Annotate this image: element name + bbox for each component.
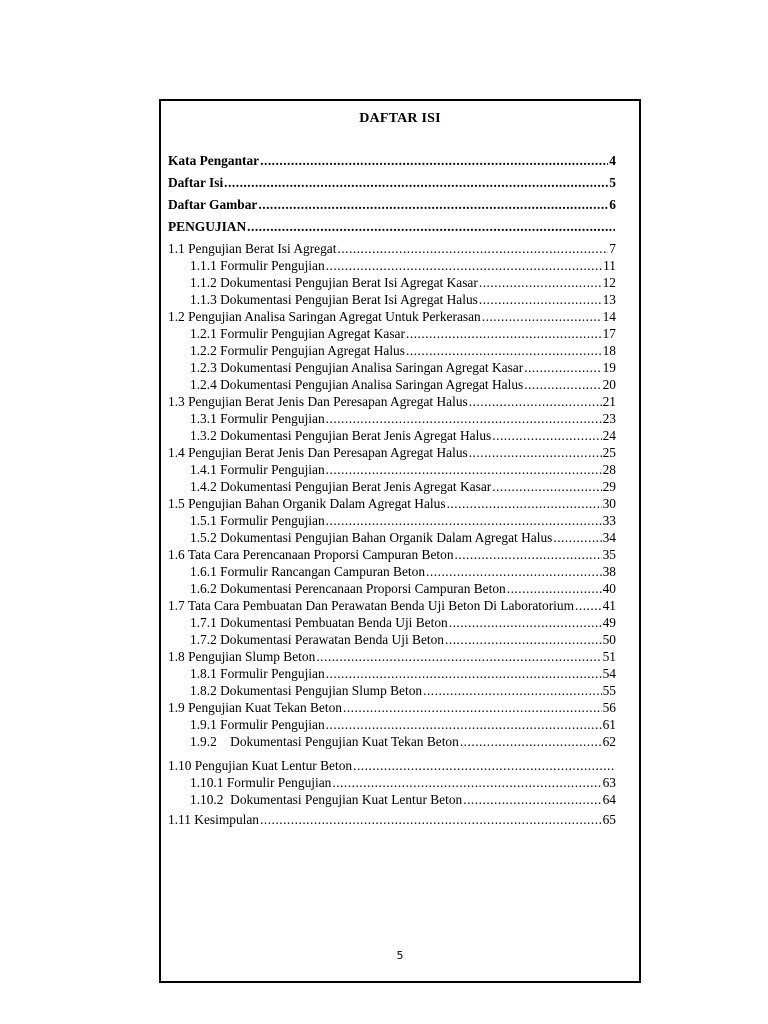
dot-leader [445,631,602,648]
page-frame [159,99,641,983]
toc-entry-label: 1.11 Kesimpulan [168,812,259,827]
toc-entry-page: 28 [602,462,616,477]
dot-leader [406,325,602,342]
toc-entry [168,546,616,563]
toc-entry-page: 25 [602,445,616,460]
toc-entry-label: 1.8 Pengujian Slump Beton [168,649,316,664]
toc-entry [168,757,616,774]
toc-entry-label: 1.6 Tata Cara Perencanaan Proporsi Campuran Beton [168,547,454,562]
toc-entry [168,791,616,808]
toc-entry [168,699,616,716]
toc-entry-label: 1.8.1 Formulir Pengujian [190,666,325,681]
toc-entry-label: 1.5 Pengujian Bahan Organik Dalam Agregat Halus [168,496,446,511]
toc-title: DAFTAR ISI [359,111,441,126]
dot-leader [247,218,615,235]
toc-entry-page: 33 [602,513,616,528]
dot-leader [553,529,601,546]
toc-entry-label: PENGUJIAN [168,219,247,234]
toc-entry-page: 13 [602,292,616,307]
toc-entry-page: 40 [602,581,616,596]
dot-leader [426,563,602,580]
toc-entry-label: 1.7.1 Dokumentasi Pembuatan Benda Uji Beton [190,615,448,630]
toc-entry [168,733,616,750]
toc-entry-page: 19 [602,360,616,375]
toc-entry [168,563,616,580]
toc-entry [168,716,616,733]
toc-entry-label: 1.5.1 Formulir Pengujian [190,513,325,528]
toc-entry-page: 23 [602,411,616,426]
dot-leader [343,699,602,716]
toc-entry [168,461,616,478]
toc-entry-page: 61 [602,717,616,732]
dot-leader [423,682,602,699]
toc-entry [168,393,616,410]
toc-entry [168,308,616,325]
toc-entry-label: 1.1 Pengujian Berat Isi Agregat [168,241,337,256]
toc-entry-page: 21 [602,394,616,409]
toc-entry [168,359,616,376]
toc-entry-label: 1.10.2 Dokumentasi Pengujian Kuat Lentur Beton [190,792,463,807]
dot-leader [406,342,602,359]
toc-entry-page: 51 [602,649,616,664]
toc-entry [168,257,616,274]
toc-entry-page: 17 [602,326,616,341]
toc-entry [168,376,616,393]
toc-entry [168,291,616,308]
toc-entry-label: 1.1.1 Formulir Pengujian [190,258,325,273]
toc-entry-label: 1.6.1 Formulir Rancangan Campuran Beton [190,564,426,579]
toc-entry-label: Daftar Gambar [168,197,258,212]
toc-entry-label: 1.2.3 Dokumentasi Pengujian Analisa Saringan Agregat Kasar [190,360,524,375]
toc-entry [168,529,616,546]
dot-leader [460,733,602,750]
dot-leader [507,580,602,597]
toc-entry-page: 11 [603,258,616,273]
dot-leader [469,393,602,410]
toc-entry-label: 1.2.2 Formulir Pengujian Agregat Halus [190,343,405,358]
dot-leader [326,512,602,529]
toc-entry-label: 1.3.1 Formulir Pengujian [190,411,325,426]
toc-entry-page: 29 [602,479,616,494]
toc-entry [168,444,616,461]
dot-leader [326,461,602,478]
toc-entry-label: 1.2 Pengujian Analisa Saringan Agregat Untuk Perkerasan [168,309,481,324]
toc-entry-label: 1.1.3 Dokumentasi Pengujian Berat Isi Agregat Halus [190,292,478,307]
dot-leader [353,757,615,774]
toc-entry [168,342,616,359]
toc-entry [168,597,616,614]
toc-entry-page: 55 [602,683,616,698]
toc-entry [168,325,616,342]
dot-leader [463,791,601,808]
dot-leader [449,614,602,631]
dot-leader [479,274,602,291]
toc-entry-label: 1.7.2 Dokumentasi Perawatan Benda Uji Beton [190,632,444,647]
toc-entry-label: 1.6.2 Dokumentasi Perencanaan Proporsi Campuran Beton [190,581,506,596]
toc-entry-page: 41 [602,598,616,613]
dot-leader [332,774,601,791]
dot-leader [326,257,602,274]
dot-leader [575,597,602,614]
dot-leader [224,174,608,191]
toc-entry-label: 1.4 Pengujian Berat Jenis Dan Peresapan Agregat Halus [168,445,468,460]
toc-entry [168,274,616,291]
toc-entry-label: 1.9 Pengujian Kuat Tekan Beton [168,700,342,715]
toc-entry [168,427,616,444]
toc-entry-label: 1.5.2 Dokumentasi Pengujian Bahan Organik Dalam Agregat Halus [190,530,553,545]
toc-entry-label: 1.9.1 Formulir Pengujian [190,717,325,732]
toc-entry [168,774,616,791]
dot-leader [524,359,601,376]
dot-leader [492,478,601,495]
dot-leader [524,376,601,393]
dot-leader [479,291,602,308]
toc-entry-label: 1.2.1 Formulir Pengujian Agregat Kasar [190,326,405,341]
toc-entry-page: 50 [602,632,616,647]
toc-entry-label: 1.9.2 Dokumentasi Pengujian Kuat Tekan Beton [190,734,459,749]
page-number: 5 [396,949,404,962]
dot-leader [337,240,608,257]
toc-entry [168,218,616,235]
toc-entry-page: 20 [602,377,616,392]
toc-entry [168,410,616,427]
toc-entry [168,495,616,512]
dot-leader [469,444,602,461]
toc-entry-label: 1.10 Pengujian Kuat Lentur Beton [168,758,353,773]
dot-leader [258,196,608,213]
toc-entry-page: 12 [602,275,616,290]
dot-leader [326,410,602,427]
toc-entry-page: 62 [602,734,616,749]
toc-entry [168,240,616,257]
toc-entry-page: 63 [602,775,616,790]
toc-entry-page: 5 [609,175,616,190]
dot-leader [482,308,602,325]
dot-leader [447,495,602,512]
toc-entry [168,512,616,529]
toc-entry-page: 38 [602,564,616,579]
toc-entry-page: 35 [602,547,616,562]
dot-leader [316,648,601,665]
toc-entry-label: Daftar Isi [168,175,224,190]
toc-entry-page: 34 [602,530,616,545]
toc-entry-page: 54 [602,666,616,681]
toc-entry [168,580,616,597]
toc-entry [168,614,616,631]
toc-entry [168,152,616,169]
toc-entry-page: 4 [609,153,616,168]
dot-leader [260,152,608,169]
toc-entry [168,648,616,665]
toc-entry-page: 6 [609,197,616,212]
toc-entry-label: 1.4.2 Dokumentasi Pengujian Berat Jenis Agregat Kasar [190,479,492,494]
dot-leader [326,665,602,682]
toc-entry [168,682,616,699]
toc-entry-page: 49 [602,615,616,630]
toc-entry-label: 1.8.2 Dokumentasi Pengujian Slump Beton [190,683,423,698]
toc-entry-label: 1.7 Tata Cara Pembuatan Dan Perawatan Benda Uji Beton Di Laboratorium [168,598,574,613]
toc-entry [168,665,616,682]
toc-entry-label: 1.3 Pengujian Berat Jenis Dan Peresapan Agregat Halus [168,394,468,409]
toc-entry [168,478,616,495]
toc-entry-page: 7 [609,241,616,256]
toc-entry [168,174,616,191]
toc-entry-label: 1.2.4 Dokumentasi Pengujian Analisa Saringan Agregat Halus [190,377,524,392]
toc-entry-page: 64 [602,792,616,807]
toc-entry [168,196,616,213]
toc-entry-label: 1.1.2 Dokumentasi Pengujian Berat Isi Agregat Kasar [190,275,478,290]
toc-entry-page: 14 [602,309,616,324]
toc-entry-page: 24 [602,428,616,443]
dot-leader [492,427,601,444]
dot-leader [260,811,602,828]
toc-entry-label: Kata Pengantar [168,153,260,168]
dot-leader [326,716,602,733]
toc-entry-label: 1.10.1 Formulir Pengujian [190,775,332,790]
toc-entry-page: 56 [602,700,616,715]
dot-leader [455,546,602,563]
toc-entry-page: 65 [602,812,616,827]
toc-entry-label: 1.4.1 Formulir Pengujian [190,462,325,477]
toc-entry [168,811,616,828]
toc-entry-page: 30 [602,496,616,511]
toc-entry-page: 18 [602,343,616,358]
toc-entry-label: 1.3.2 Dokumentasi Pengujian Berat Jenis Agregat Halus [190,428,492,443]
toc-entry [168,631,616,648]
